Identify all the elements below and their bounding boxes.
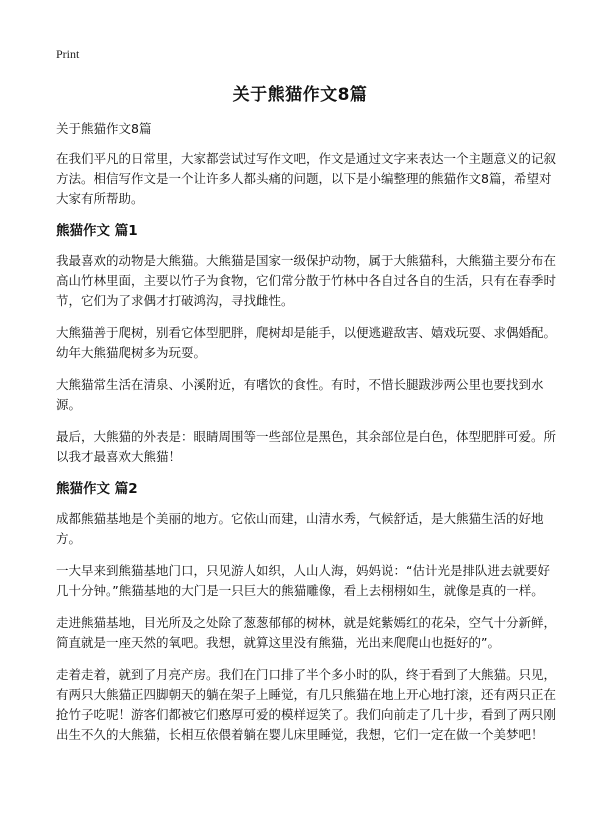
paragraph: 大熊猫常生活在清泉、小溪附近，有嗜饮的食性。有时，不惜长腿跋涉两公里也要找到水源。 bbox=[56, 377, 544, 412]
paragraph: 走着走着，就到了月亮产房。我们在门口排了半个多小时的队，终于看到了大熊猫。只见，有两只大熊猫正四脚朝天的躺在架子上睡觉，有几只熊猫在地上开心地打滚，还有两只正在抢竹子吃呢！游客们都被它们憨厚可爱的模样逗笑了。我们向前走了几十步，看到了两只刚出生不久的大熊猫，长相互依偎着躺在婴儿床里睡觉，我想，它们一定在做一个美梦吧！ bbox=[56, 667, 557, 742]
intro-paragraph: 在我们平凡的日常里，大家都尝试过写作文吧，作文是通过文字来表达一个主题意义的记叙方法。相信写作文是一个让许多人都头痛的问题，以下是小编整理的熊猫作文8篇，希望对大家有所帮助。 bbox=[56, 151, 557, 206]
section-heading: 熊猫作文 篇2 bbox=[56, 481, 138, 497]
paragraph: 我最喜欢的动物是大熊猫。大熊猫是国家一级保护动物，属于大熊猫科，大熊猫主要分布在高山竹林里面，主要以竹子为食物，它们常分散于竹林中各自过各自的生活，只有在春季时节，它们为了求偶才打破鸿沟，寻找雌性。 bbox=[56, 253, 557, 308]
paragraph: 走进熊猫基地，目光所及之处除了葱葱郁郁的树林，就是姹紫嫣红的花朵，空气十分新鲜，简直就是一座天然的氧吧。我想，就算这里没有熊猫，光出来爬爬山也挺好的”。 bbox=[56, 615, 557, 650]
document-title: 关于熊猫作文8篇 bbox=[232, 85, 368, 105]
print-link[interactable]: Print bbox=[56, 47, 80, 61]
paragraph: 一大早来到熊猫基地门口，只见游人如织，人山人海，妈妈说：“估计光是排队进去就要好几十分钟。”熊猫基地的大门是一只巨大的熊猫雕像，看上去栩栩如生，就像是真的一样。 bbox=[56, 563, 550, 598]
paragraph: 成都熊猫基地是个美丽的地方。它依山而建，山清水秀，气候舒适，是大熊猫生活的好地方。 bbox=[56, 511, 544, 546]
subtitle: 关于熊猫作文8篇 bbox=[56, 121, 152, 136]
paragraph: 最后，大熊猫的外表是：眼睛周围等一些部位是黑色，其余部位是白色，体型肥胖可爱。所以我才最喜欢大熊猫！ bbox=[56, 429, 557, 464]
document-body bbox=[56, 119, 556, 757]
section-heading: 熊猫作文 篇1 bbox=[56, 223, 138, 239]
paragraph: 大熊猫善于爬树，别看它体型肥胖，爬树却是能手，以便逃避敌害、嬉戏玩耍、求偶婚配。幼年大熊猫爬树多为玩耍。 bbox=[56, 325, 557, 360]
